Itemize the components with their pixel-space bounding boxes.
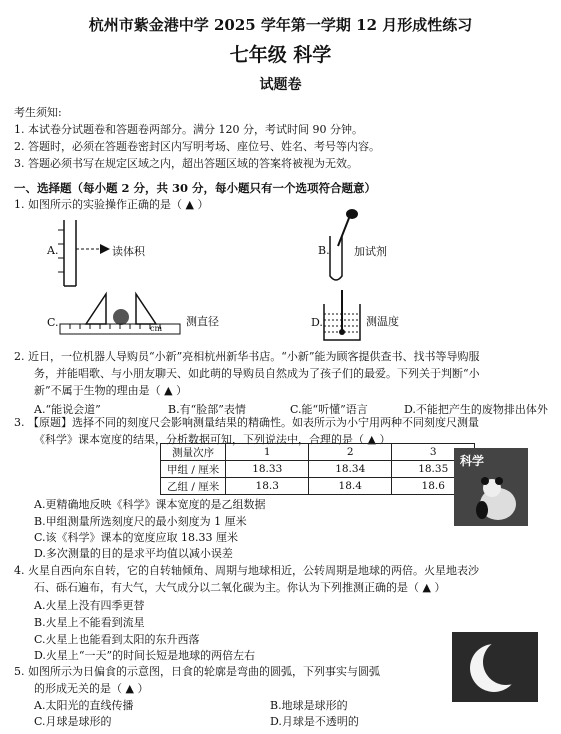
q3-line: 3. 【原题】选择不同的刻度尺会影响测量结果的精确性。如表所示为小宁用两种不同刻度尺测量 <box>14 416 479 429</box>
beaker-thermometer-figure <box>320 288 366 344</box>
q2-line: 务，并能唱歌、与小朋友聊天、如此萌的导购员自然成为了孩子们的最爱。下列关于判断“小 <box>34 367 480 380</box>
table-header-cell: 测量次序 <box>161 444 226 461</box>
table-row <box>161 478 475 495</box>
table-cell: 18.35 <box>392 461 475 478</box>
table-header-cell: 3 <box>392 444 475 461</box>
exam-subject: 七年级 科学 <box>229 44 332 66</box>
table-cell: 18.6 <box>392 478 475 495</box>
textbook-title: 科学 <box>460 454 485 468</box>
q1-option-a-caption: 读体积 <box>112 245 145 258</box>
question-2-stem <box>14 348 548 399</box>
q1-option-d-label: D. <box>311 316 323 329</box>
notice-item: 1. 本试卷分试题卷和答题卷两部分。满分 120 分，考试时间 90 分钟。 <box>14 123 363 136</box>
table-row <box>161 461 475 478</box>
q3-option-a: A.更精确地反映《科学》课本宽度的是乙组数据 <box>34 498 266 511</box>
q1-option-c-label: C. <box>47 316 59 329</box>
panda-icon <box>472 474 522 522</box>
q2-line: 2. 近日，一位机器人导购员“小新”亮相杭州新华书店。“小新”能为顾客提供查书、找书等导购服 <box>14 350 480 363</box>
q5-option-d: D.月球是不透明的 <box>270 715 359 728</box>
table-cell: 18.33 <box>226 461 309 478</box>
partial-eclipse-image <box>452 632 538 702</box>
q2-line: 新”不属于生物的理由是（ ▲ ） <box>34 384 188 397</box>
table-header-row <box>161 444 475 461</box>
eclipse-sun-icon <box>452 632 538 702</box>
exam-title: 杭州市紫金港中学 2025 学年第一学期 12 月形成性练习 <box>88 16 473 34</box>
question-1-stem: 1. 如图所示的实验操作正确的是（ ▲ ） <box>14 198 209 211</box>
q1-option-d-caption: 测温度 <box>366 315 399 328</box>
science-textbook-image <box>454 448 528 526</box>
table-cell: 18.3 <box>226 478 309 495</box>
notice-item: 3. 答题必须书写在规定区域之内，超出答题区域的答案将被视为无效。 <box>14 157 358 170</box>
paper-label: 试题卷 <box>259 77 302 93</box>
triangle-ruler-figure <box>56 290 186 340</box>
q1-option-b-caption: 加试剂 <box>354 245 387 258</box>
table-cell: 18.34 <box>309 461 392 478</box>
table-cell: 甲组 / 厘米 <box>161 461 226 478</box>
q2-option-b: B.有“脸部”表情 <box>168 403 246 416</box>
table-cell: 乙组 / 厘米 <box>161 478 226 495</box>
q2-option-a: A.“能说会道” <box>34 403 101 416</box>
q5-option-c: C.月球是球形的 <box>34 715 112 728</box>
measurement-table <box>160 443 475 495</box>
table-header-cell: 2 <box>309 444 392 461</box>
table-cell: 18.4 <box>309 478 392 495</box>
q5-line: 的形成无关的是（ ▲ ） <box>34 682 149 695</box>
table-header-cell: 1 <box>226 444 309 461</box>
question-4-stem <box>14 562 548 596</box>
q3-option-b: B.甲组测量所选刻度尺的最小刻度为 1 厘米 <box>34 515 247 528</box>
notice-item: 2. 答题时，必须在答题卷密封区内写明考场、座位号、姓名、考号等内容。 <box>14 140 380 153</box>
notice-block <box>14 104 380 172</box>
question-5-stem <box>14 663 444 697</box>
q4-option-d: D.火星上“一天”的时间长短是地球的两倍左右 <box>34 649 256 662</box>
section-heading: 一、选择题（每小题 2 分，共 30 分，每小题只有一个选项符合题意） <box>14 181 377 195</box>
q3-option-d: D.多次测量的目的是求平均值以减小误差 <box>34 547 233 560</box>
q1-option-a-label: A. <box>47 244 59 257</box>
q5-option-a: A.太阳光的直线传播 <box>34 699 134 712</box>
q1-option-b-label: B. <box>318 244 330 257</box>
q5-line: 5. 如图所示为日偏食的示意图，日食的轮廓是弯曲的圆弧，下列事实与圆弧 <box>14 665 380 678</box>
notice-heading: 考生须知: <box>14 106 62 119</box>
q4-line: 石、砾石遍布，有大气，大气成分以二氧化碳为主。你认为下列推测正确的是（ ▲ ） <box>34 581 446 594</box>
ruler-unit-label: cm <box>150 324 163 333</box>
q4-line: 4. 火星自西向东自转，它的自转轴倾角、周期与地球相近，公转周期是地球的两倍。火星地表沙 <box>14 564 479 577</box>
q5-option-b: B.地球是球形的 <box>270 699 348 712</box>
q4-option-a: A.火星上没有四季更替 <box>34 599 145 612</box>
cylinder-reading-figure <box>56 216 116 290</box>
q2-option-d: D.不能把产生的废物排出体外 <box>404 403 548 416</box>
q3-line: 《科学》课本宽度的结果，分析数据可知，下列说法中，合理的是（ ▲ ） <box>34 433 391 446</box>
q4-option-c: C.火星上也能看到太阳的东升西落 <box>34 633 200 646</box>
q2-option-c: C.能“听懂”语言 <box>290 403 368 416</box>
q3-option-c: C.该《科学》课本的宽度应取 18.33 厘米 <box>34 531 239 544</box>
q1-option-c-caption: 测直径 <box>186 315 219 328</box>
q4-option-b: B.火星上不能看到流星 <box>34 616 145 629</box>
